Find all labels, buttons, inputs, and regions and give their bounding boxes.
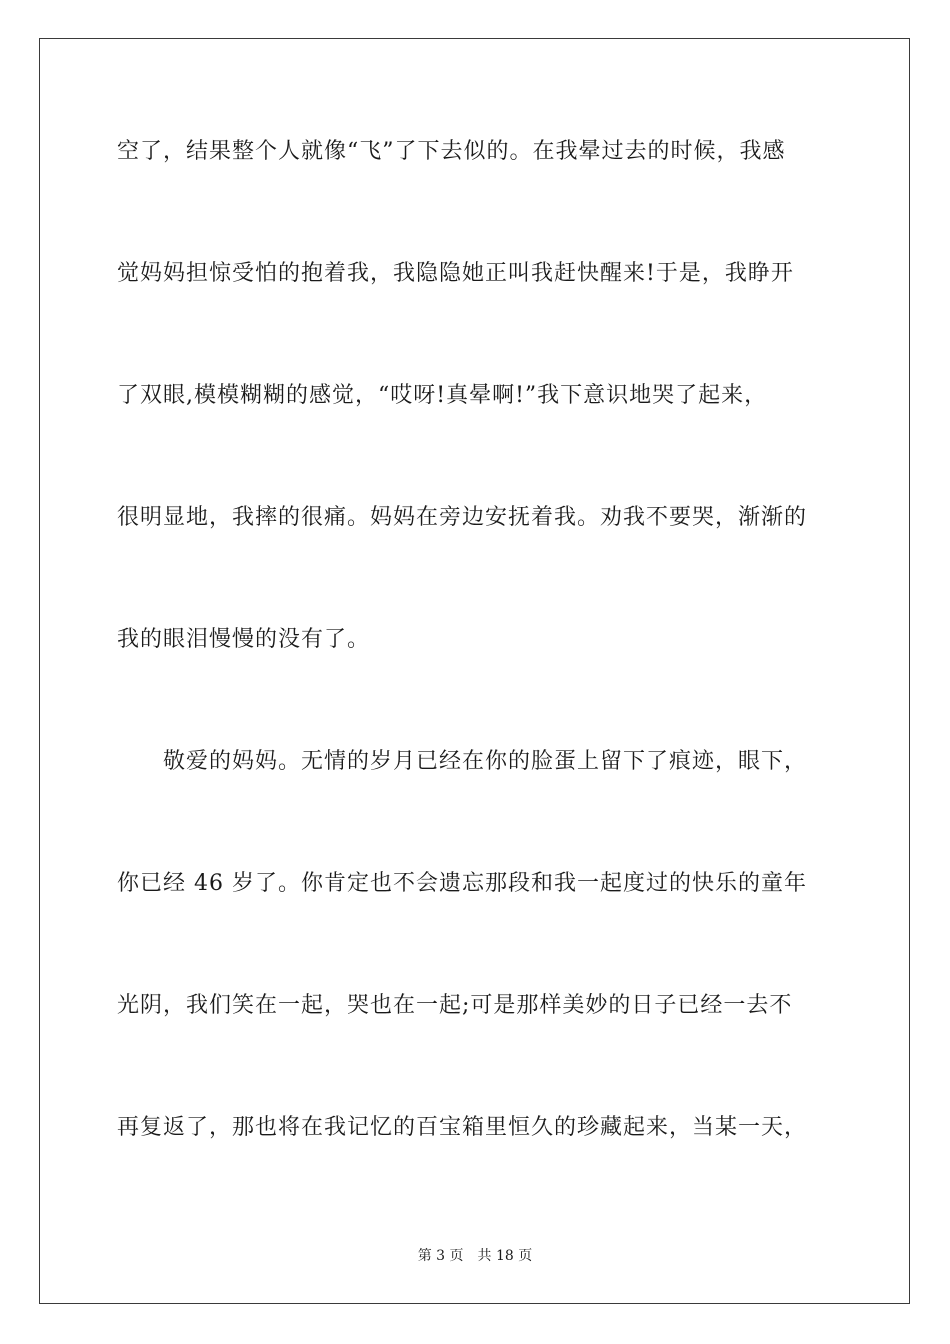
- page-footer: [0, 1247, 950, 1265]
- text-line-1: 空了，结果整个人就像“飞”了下去似的。在我晕过去的时候，我感: [117, 139, 786, 164]
- paragraph-start-line: 敬爱的妈妈。无情的岁月已经在你的脸蛋上留下了痕迹，眼下，: [163, 749, 808, 774]
- text-line-5: 我的眼泪慢慢的没有了。: [117, 627, 371, 652]
- text-line-3: 了双眼,模模糊糊的感觉，“哎呀!真晕啊!”我下意识地哭了起来，: [117, 383, 768, 408]
- text-line-7: 你已经 46 岁了。你肯定也不会遗忘那段和我一起度过的快乐的童年: [117, 871, 807, 896]
- text-line-2: 觉妈妈担惊受怕的抱着我，我隐隐她正叫我赶快醒来!于是，我睁开: [117, 261, 794, 286]
- text-line-4: 很明显地，我摔的很痛。妈妈在旁边安抚着我。劝我不要哭，渐渐的: [117, 505, 808, 530]
- text-line-9: 再复返了，那也将在我记忆的百宝箱里恒久的珍藏起来，当某一天，: [117, 1115, 808, 1140]
- page-number: 第 3 页: [417, 1248, 464, 1264]
- page-total: 共 18 页: [477, 1248, 533, 1264]
- text-line-8: 光阴，我们笑在一起，哭也在一起;可是那样美妙的日子已经一去不: [117, 993, 793, 1018]
